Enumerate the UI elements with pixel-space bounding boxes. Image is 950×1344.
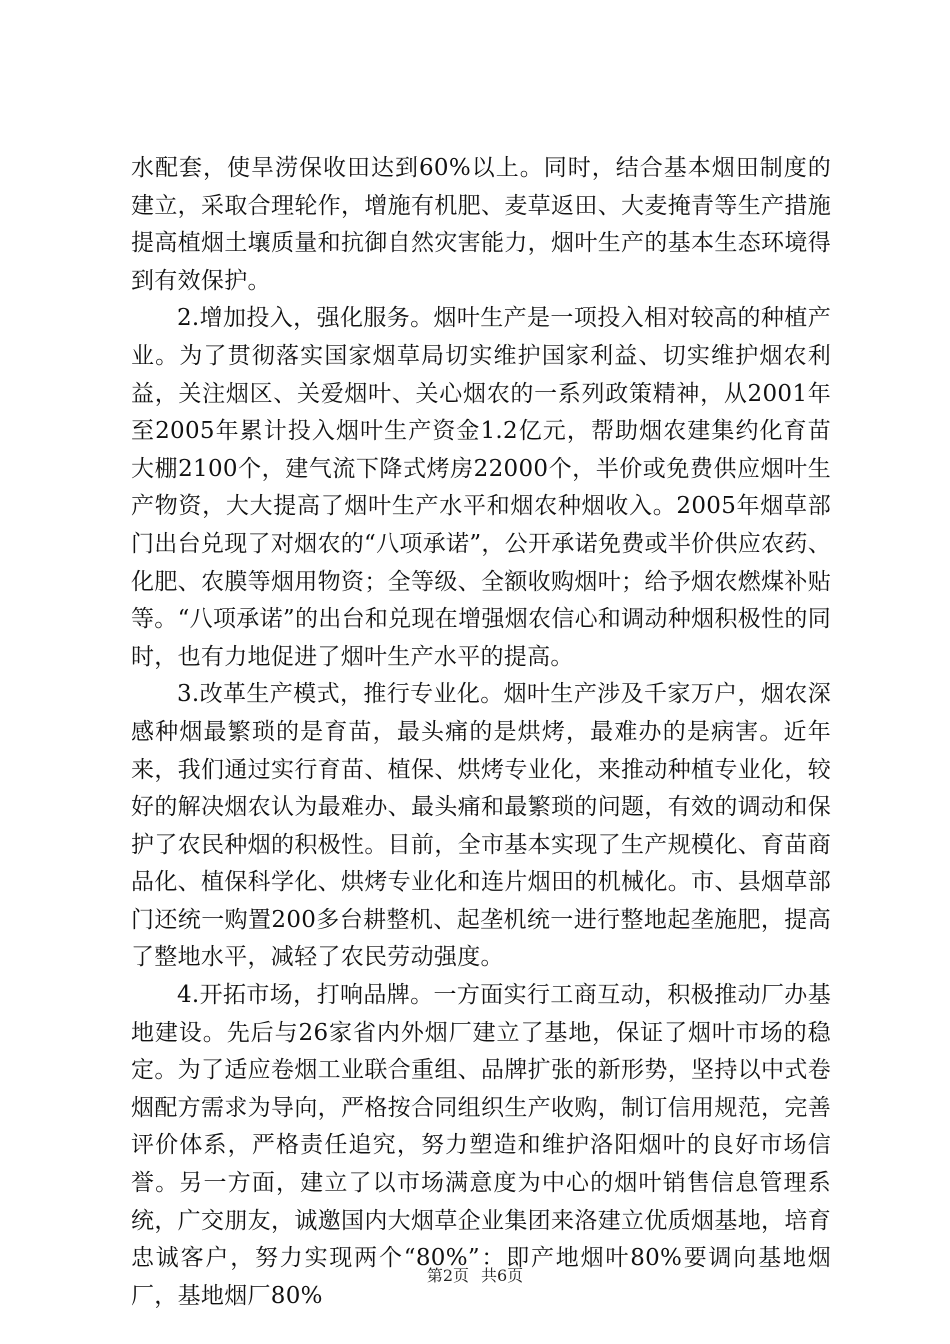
paragraph-item-2: 2.增加投入，强化服务。烟叶生产是一项投入相对较高的种植产业。为了贯彻落实国家烟草局切实维护国家利益、切实维护烟农利益，关注烟区、关爱烟叶、关心烟农的一系列政策精神，从2001年至2005年累计投入烟叶生产资金1.2亿元，帮助烟农建集约化育苗大棚2100个，建气流下降式烤房22000个，半价或免费供应烟叶生产物资，大大提高了烟叶生产水平和烟农种烟收入。2005年烟草部门出台兑现了对烟农的“八项承诺”，公开承诺免费或半价供应农药、化肥、农膜等烟用物资；全等级、全额收购烟叶；给予烟农燃煤补贴等。“八项承诺”的出台和兑现在增强烟农信心和调动种烟积极性的同时，也有力地促进了烟叶生产水平的提高。	[131, 305, 831, 670]
paragraph-item-3: 3.改革生产模式，推行专业化。烟叶生产涉及千家万户，烟农深感种烟最繁琐的是育苗，最头痛的是烘烤，最难办的是病害。近年来，我们通过实行育苗、植保、烘烤专业化，来推动种植专业化，较好的解决烟农认为最难办、最头痛和最繁琐的问题，有效的调动和保护了农民种烟的积极性。目前，全市基本实现了生产规模化、育苗商品化、植保科学化、烘烤专业化和连片烟田的机械化。市、县烟草部门还统一购置200多台耕整机、起垄机统一进行整地起垄施肥，提高了整地水平，减轻了农民劳动强度。	[131, 681, 831, 971]
document-body	[131, 150, 831, 1315]
page-footer	[0, 1263, 950, 1286]
paragraph-continuation: 水配套，使旱涝保收田达到60%以上。同时，结合基本烟田制度的建立，采取合理轮作，增施有机肥、麦草返田、大麦掩青等生产措施提高植烟土壤质量和抗御自然灾害能力，烟叶生产的基本生态环境得到有效保护。	[131, 155, 831, 294]
total-pages: 共6页	[481, 1266, 524, 1285]
page-number: 第2页	[426, 1266, 469, 1285]
paragraph-item-4: 4.开拓市场，打响品牌。一方面实行工商互动，积极推动厂办基地建设。先后与26家省内外烟厂建立了基地，保证了烟叶市场的稳定。为了适应卷烟工业联合重组、品牌扩张的新形势，坚持以中式卷烟配方需求为导向，严格按合同组织生产收购，制订信用规范，完善评价体系，严格责任追究，努力塑造和维护洛阳烟叶的良好市场信誉。另一方面，建立了以市场满意度为中心的烟叶销售信息管理系统，广交朋友，诚邀国内大烟草企业集团来洛建立优质烟基地，培育忠诚客户，努力实现两个“80%”：即产地烟叶80%要调向基地烟厂，基地烟厂80%	[131, 982, 831, 1309]
